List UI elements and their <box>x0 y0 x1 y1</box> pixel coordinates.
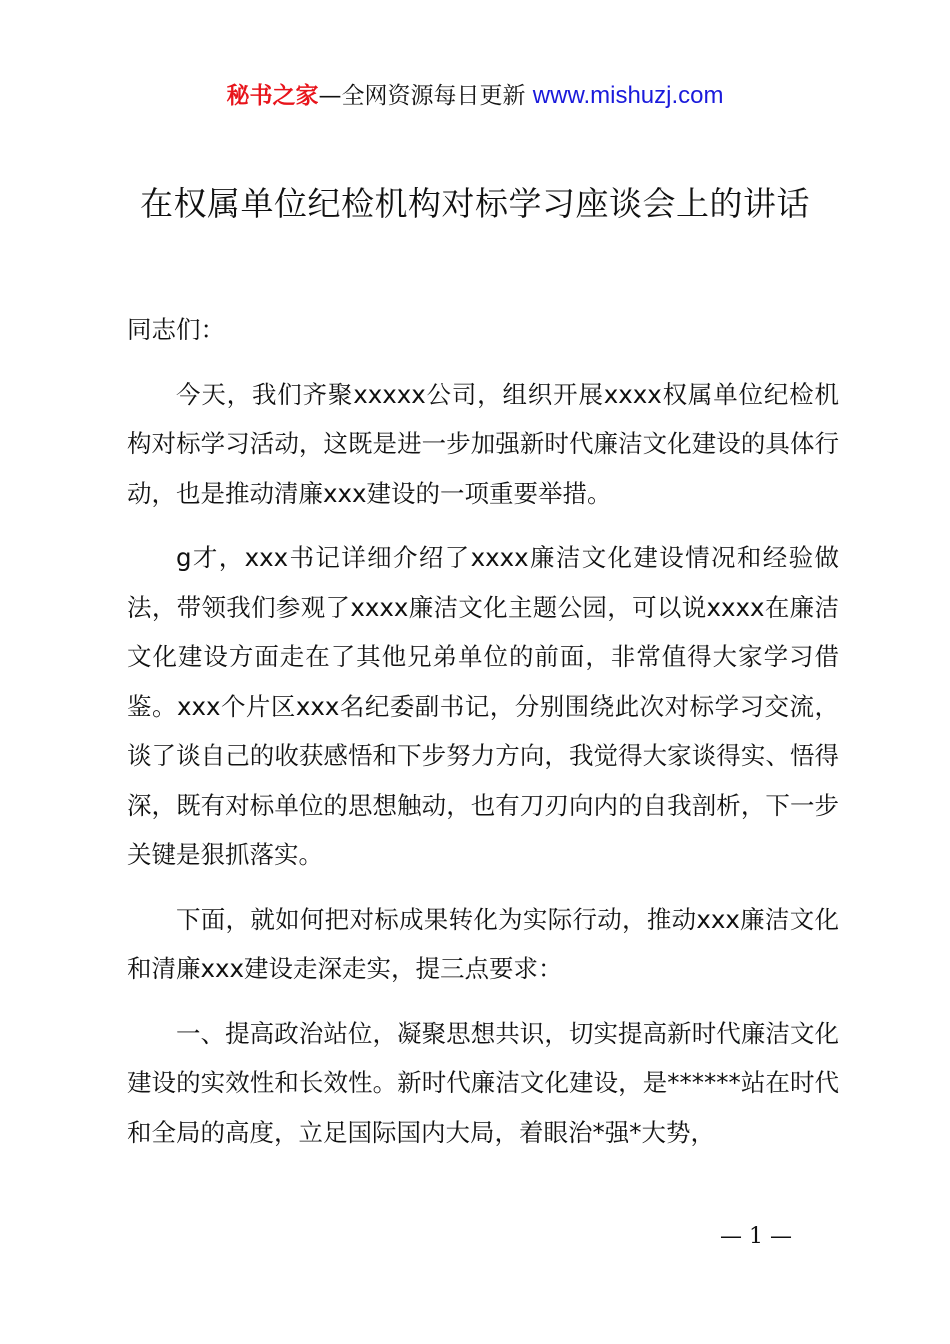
paragraph-1: 今天，我们齐聚xxxxx公司，组织开展xxxx权属单位纪检机构对标学习活动，这既是进一步加强新时代廉洁文化建设的具体行动，也是推动清廉xxx建设的一项重要举措。 <box>127 379 839 508</box>
page-number: — 1 — <box>720 1224 792 1249</box>
document-body <box>127 305 839 1172</box>
document-title: 在权属单位纪检机构对标学习座谈会上的讲话 <box>140 184 810 223</box>
greeting: 同志们： <box>127 315 225 344</box>
site-brand: 秘书之家 <box>226 83 319 109</box>
paragraph-3: 下面，就如何把对标成果转化为实际行动，推动xxx廉洁文化和清廉xxx建设走深走实，提三点要求： <box>127 904 839 983</box>
site-tagline: —全网资源每日更新 <box>318 83 526 109</box>
site-header <box>0 80 950 112</box>
site-url[interactable]: www.mishuzj.com <box>532 82 724 109</box>
paragraph-2: g才，xxx书记详细介绍了xxxx廉洁文化建设情况和经验做法，带领我们参观了xxxx廉洁文化主题公园，可以说xxxx在廉洁文化建设方面走在了其他兄弟单位的前面，非常值得大家学习借鉴。xxx个片区xxx名纪委副书记，分别围绕此次对标学习交流，谈了谈自己的收获感悟和下步努力方向，我觉得大家谈得实、悟得深，既有对标单位的思想触动，也有刀刃向内的自我剖析，下一步关键是狠抓落实。 <box>127 543 839 869</box>
paragraph-4: 一、提高政治站位，凝聚思想共识，切实提高新时代廉洁文化建设的实效性和长效性。新时代廉洁文化建设，是******站在时代和全局的高度，立足国际国内大局，着眼治*强*大势， <box>127 1018 839 1147</box>
